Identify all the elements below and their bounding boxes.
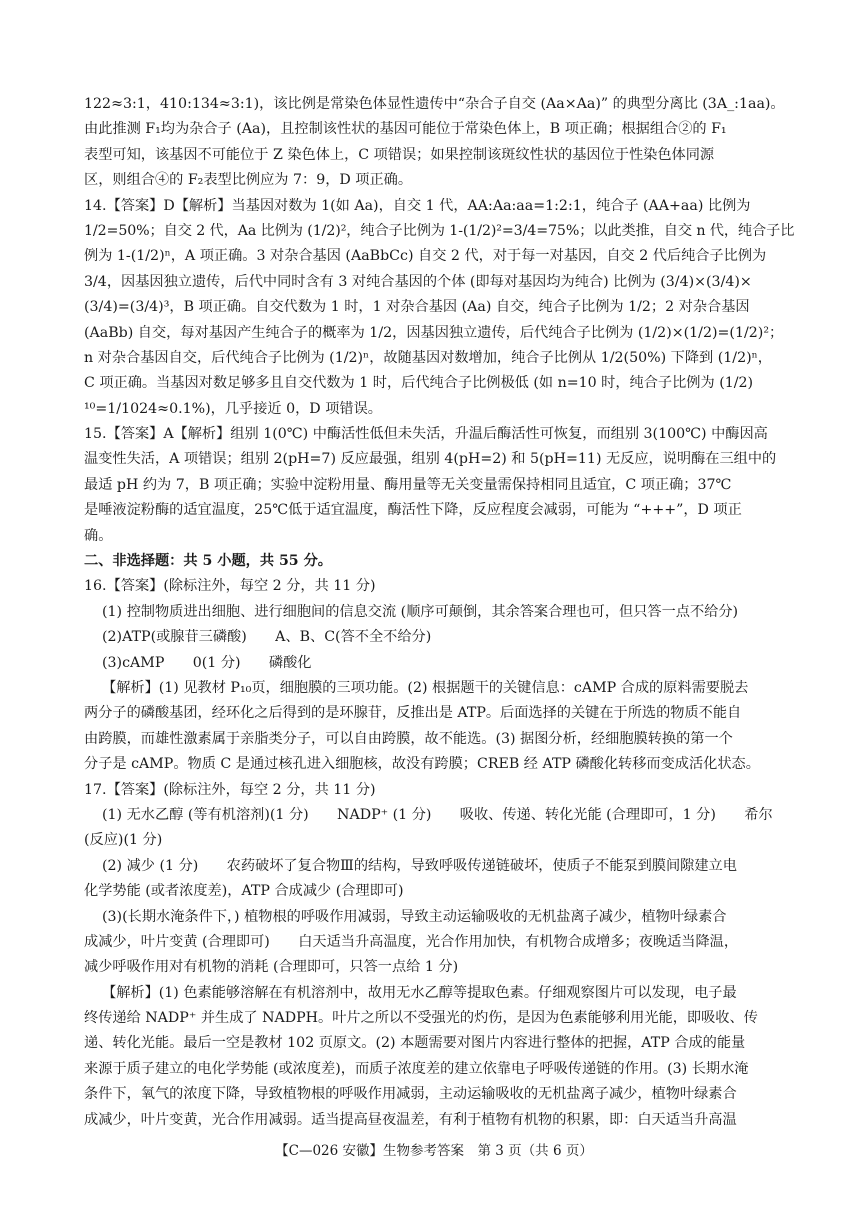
text-line: 两分子的磷酸基团，经环化之后得到的是环腺苷，反推出是 ATP。后面选择的关键在于所选的物质不能自	[84, 705, 742, 722]
text-line: 1/2=50%；自交 2 代，Aa 比例为 (1/2)²，纯合子比例为 1-(1/2)²=3/4=75%；以此类推，自交 n 代，纯合子比	[84, 222, 795, 239]
text-line: 确。	[84, 527, 113, 544]
text-line: 是唾液淀粉酶的适宜温度，25℃低于适宜温度，酶活性下降，反应程度会减弱，可能为 “+++”，D 项正	[84, 502, 742, 519]
text-line: (AaBb) 自交，每对基因产生纯合子的概率为 1/2，因基因独立遗传，后代纯合子比例为 (1/2)×(1/2)=(1/2)²；	[84, 324, 784, 341]
text-line: C 项正确。当基因对数足够多且自交代数为 1 时，后代纯合子比例极低 (如 n=10 时，纯合子比例为 (1/2)	[84, 375, 754, 392]
text-line: 成减少，叶片变黄 (合理即可) 白天适当升高温度，光合作用加快，有机物合成增多；夜晚适当降温，	[84, 933, 739, 950]
text-line: (3/4)=(3/4)³，B 项正确。自交代数为 1 时，1 对杂合基因 (Aa) 自交，纯合子比例为 1/2；2 对杂合基因	[84, 299, 750, 316]
text-line: 3/4，因基因独立遗传，后代中同时含有 3 对纯合基因的个体 (即每对基因均为纯合) 比例为 (3/4)×(3/4)×	[84, 273, 752, 290]
text-line: 终传递给 NADP⁺ 并生成了 NADPH。叶片之所以不受强光的灼伤，是因为色素能够利用光能，即吸收、传	[84, 1010, 758, 1027]
text-line: (1) 无水乙醇 (等有机溶剂)(1 分) NADP⁺ (1 分) 吸收、传递、转化光能 (合理即可，1 分) 希尔	[102, 806, 773, 823]
page-footer: 【C—026 安徽】生物参考答案 第 3 页（共 6 页）	[275, 1143, 593, 1159]
text-line: (反应)(1 分)	[84, 832, 163, 849]
text-line: (2)ATP(或腺苷三磷酸) A、B、C(答不全不给分)	[102, 629, 432, 646]
q14-answer: 14.【答案】D【解析】当基因对数为 1(如 Aa)，自交 1 代，AA:Aa:aa=1:2:1，纯合子 (AA+aa) 比例为	[84, 197, 751, 214]
answer-text-body	[84, 92, 794, 1133]
text-line: 由此推测 F₁均为杂合子 (Aa)，且控制该性状的基因可能位于常染色体上，B 项正确；根据组合②的 F₁	[84, 121, 727, 138]
text-line: (2) 减少 (1 分) 农药破坏了复合物Ⅲ的结构，导致呼吸传递链破坏，使质子不能泵到膜间隙建立电	[102, 857, 737, 874]
q17-analysis: 【解析】(1) 色素能够溶解在有机溶剂中，故用无水乙醇等提取色素。仔细观察图片可以发现，电子最	[102, 984, 737, 1001]
text-line: 由跨膜，而雄性激素属于亲脂类分子，可以自由跨膜，故不能选。(3) 据图分析，经细胞膜转换的第一个	[84, 730, 733, 747]
text-line: (3)cAMP 0(1 分) 磷酸化	[102, 654, 312, 671]
text-line: 区，则组合④的 F₂表型比例应为 7：9，D 项正确。	[84, 172, 413, 189]
text-line: n 对杂合基因自交，后代纯合子比例为 (1/2)ⁿ，故随基因对数增加，纯合子比例从 1/2(50%) 下降到 (1/2)ⁿ，	[84, 349, 772, 366]
q17-answer: 17.【答案】(除标注外，每空 2 分，共 11 分)	[84, 781, 376, 798]
section-heading: 二、非选择题：共 5 小题，共 55 分。	[84, 553, 332, 570]
text-line: 减少呼吸作用对有机物的消耗 (合理即可，只答一点给 1 分)	[84, 959, 459, 976]
text-line: (3)(长期水淹条件下，) 植物根的呼吸作用减弱，导致主动运输吸收的无机盐离子减少，植物叶绿素合	[102, 908, 727, 925]
q16-answer: 16.【答案】(除标注外，每空 2 分，共 11 分)	[84, 578, 376, 595]
text-line: 递、转化光能。最后一空是教材 102 页原文。(2) 本题需要对图片内容进行整体的把握，ATP 合成的能量	[84, 1035, 746, 1052]
text-line: 成减少，叶片变黄，光合作用减弱。适当提高昼夜温差，有利于植物有机物的积累，即：白天适当升高温	[84, 1111, 737, 1128]
text-line: 化学势能 (或者浓度差)，ATP 合成减少 (合理即可)	[84, 883, 404, 900]
text-line: 例为 1-(1/2)ⁿ，A 项正确。3 对杂合基因 (AaBbCc) 自交 2 代，对于每一对基因，自交 2 代后纯合子比例为	[84, 248, 767, 265]
text-line: 分子是 cAMP。物质 C 是通过核孔进入细胞核，故没有跨膜；CREB 经 ATP 磷酸化转移而变成活化状态。	[84, 756, 760, 773]
text-line: 表型可知，该基因不可能位于 Z 染色体上，C 项错误；如果控制该斑纹性状的基因位于性染色体同源	[84, 146, 715, 163]
text-line: (1) 控制物质进出细胞、进行细胞间的信息交流 (顺序可颠倒，其余答案合理也可，但只答一点不给分)	[102, 603, 739, 620]
text-line: 条件下，氧气的浓度下降，导致植物根的呼吸作用减弱，主动运输吸收的无机盐离子减少，植物叶绿素合	[84, 1086, 737, 1103]
text-line: 来源于质子建立的电化学势能 (或浓度差)，而质子浓度差的建立依靠电子呼吸传递链的作用。(3) 长期水淹	[84, 1060, 749, 1077]
text-line: 122≈3:1，410:134≈3:1)，该比例是常染色体显性遗传中“杂合子自交 (Aa×Aa)” 的典型分离比 (3A_:1aa)。	[84, 96, 785, 112]
text-line: 温变性失活，A 项错误；组别 2(pH=7) 反应最强，组别 4(pH=2) 和 5(pH=11) 无反应，说明酶在三组中的	[84, 451, 777, 468]
text-line: ¹⁰=1/1024≈0.1%)，几乎接近 0，D 项错误。	[84, 400, 382, 417]
q16-analysis: 【解析】(1) 见教材 P₁₀页，细胞膜的三项功能。(2) 根据题干的关键信息：cAMP 合成的原料需要脱去	[102, 679, 749, 696]
text-line: 最适 pH 约为 7，B 项正确；实验中淀粉用量、酶用量等无关变量需保持相同且适宜，C 项正确；37℃	[84, 476, 732, 493]
q15-answer: 15.【答案】A【解析】组别 1(0℃) 中酶活性低但未失活，升温后酶活性可恢复，而组别 3(100℃) 中酶因高	[84, 426, 768, 443]
